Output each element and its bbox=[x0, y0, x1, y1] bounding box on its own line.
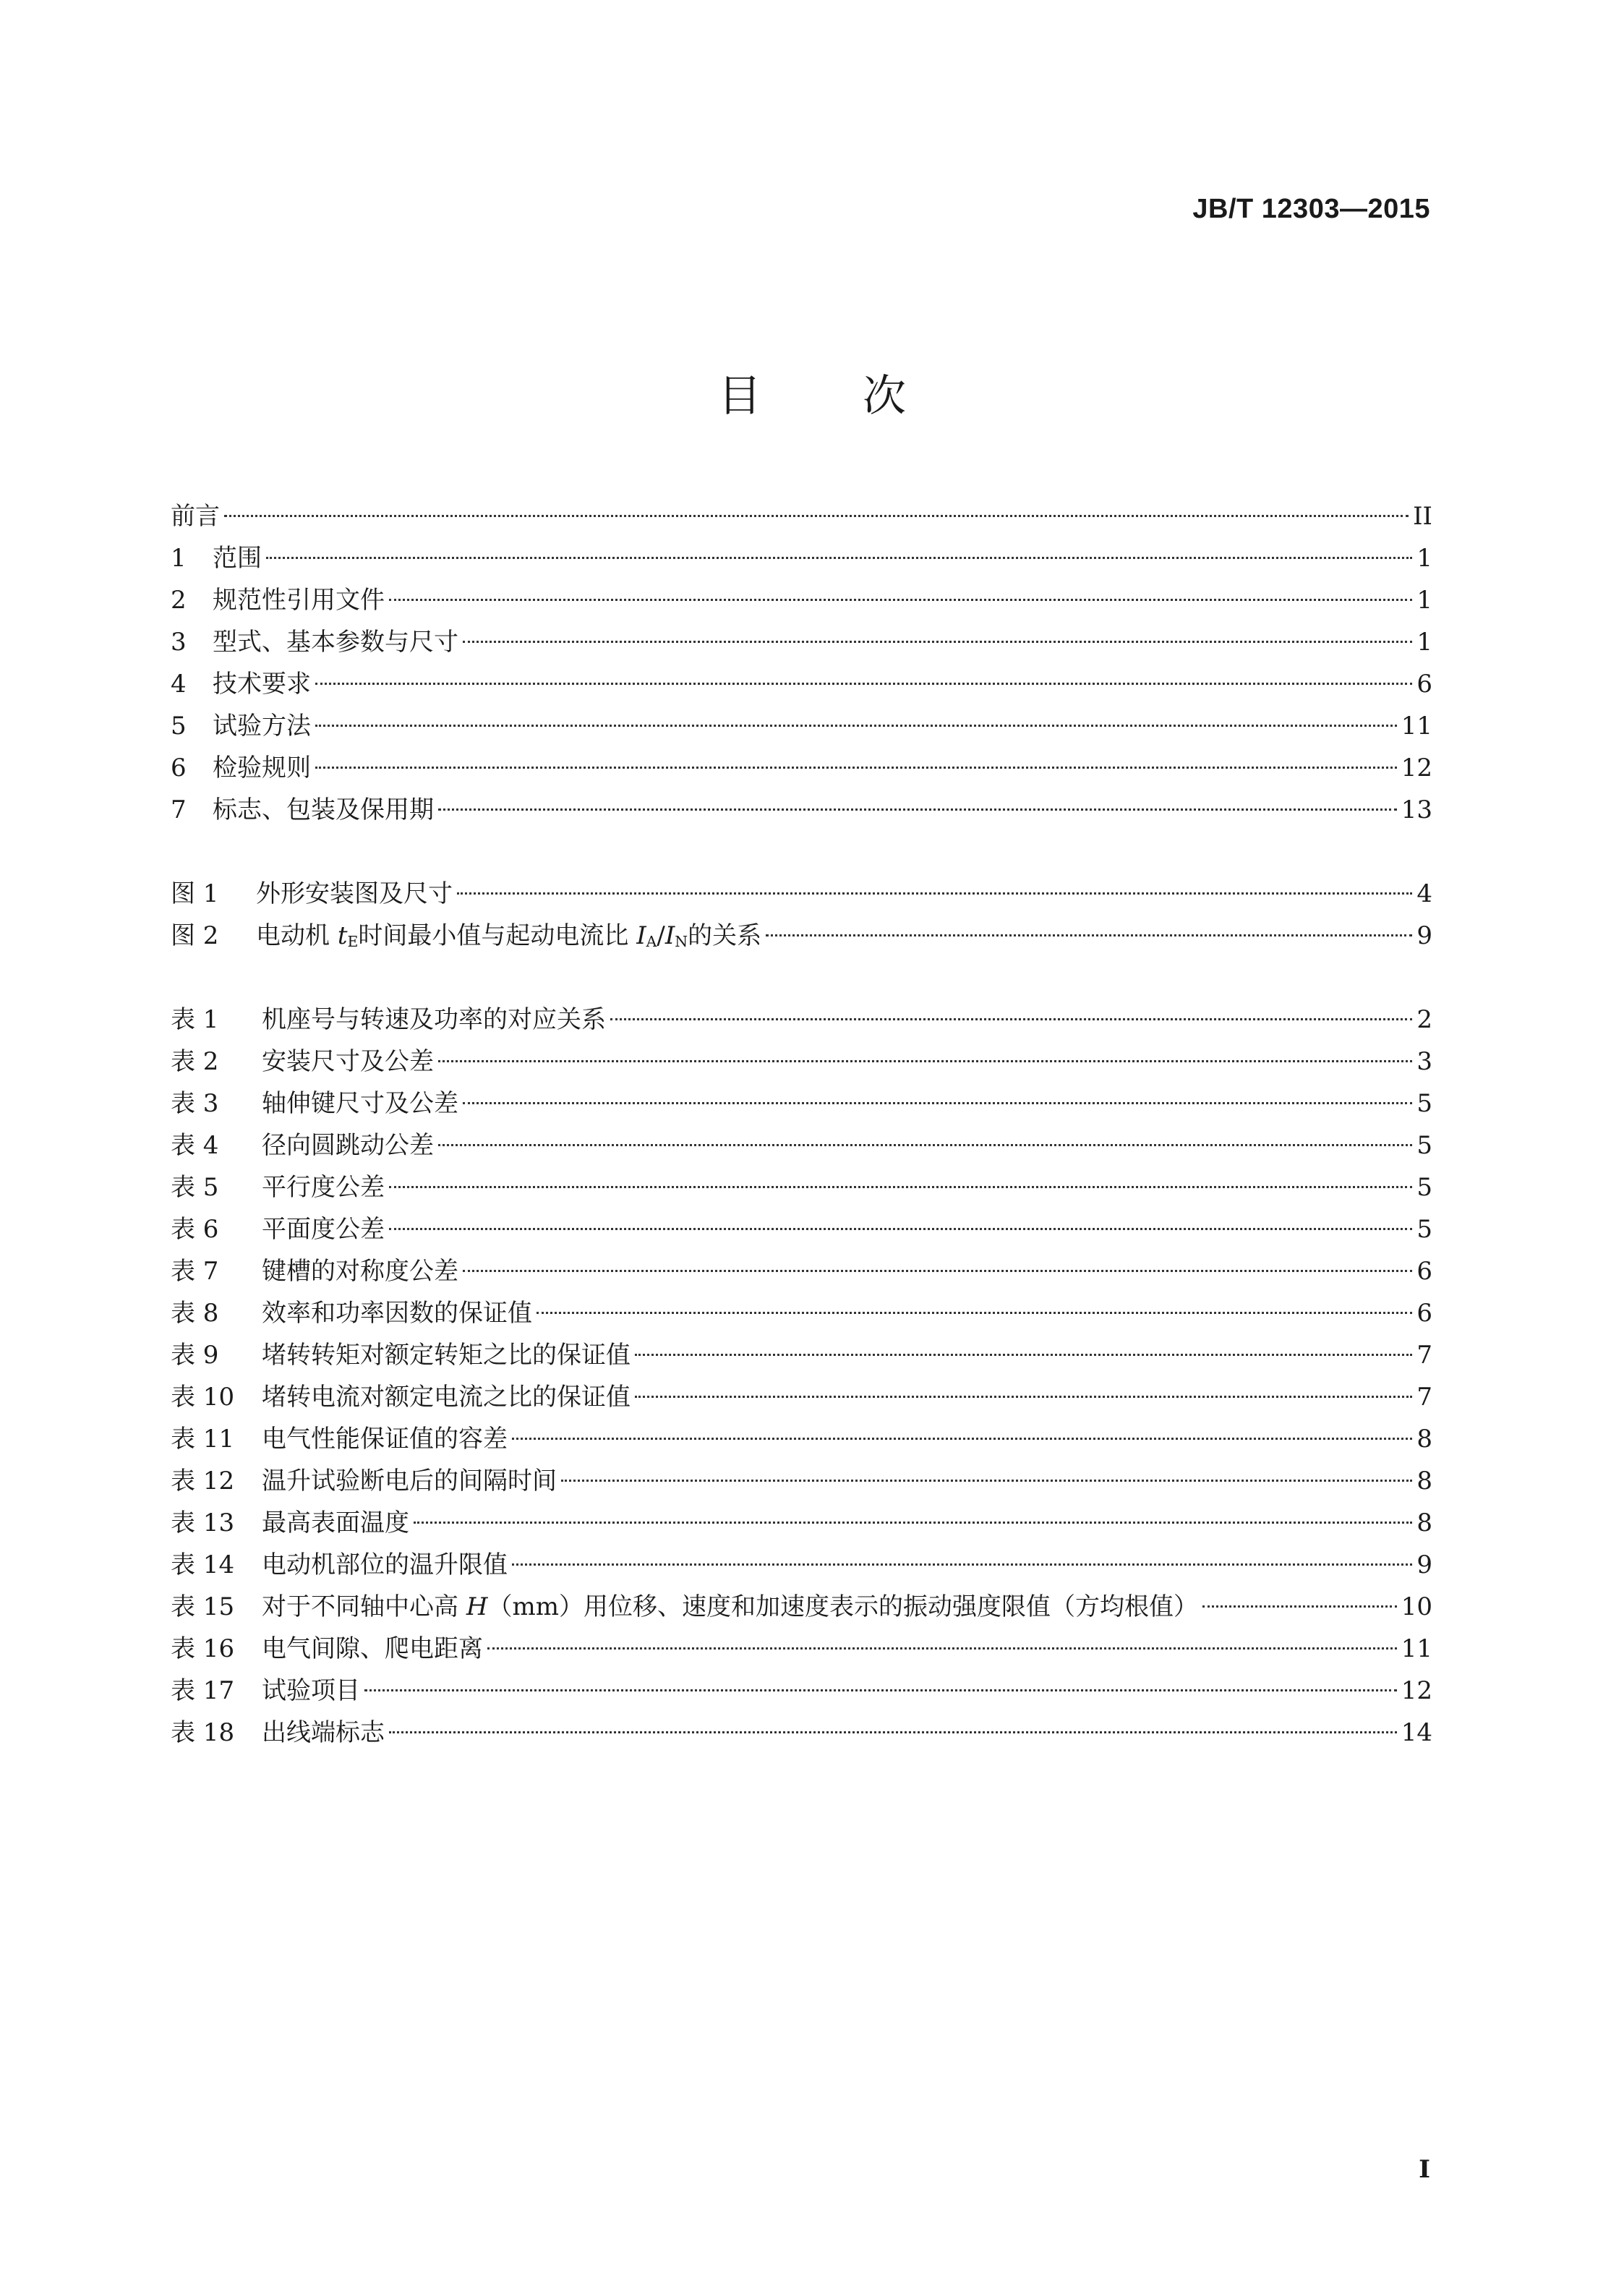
toc-entry-number: 表 16 bbox=[171, 1634, 235, 1663]
toc-entry-clause[interactable] bbox=[171, 789, 1432, 831]
slash: / bbox=[657, 921, 665, 950]
toc-leader-dots bbox=[438, 1144, 1412, 1146]
toc-entry-number: 6 bbox=[171, 754, 187, 782]
toc-entry-page: 4 bbox=[1416, 879, 1432, 908]
toc-entry-table[interactable] bbox=[171, 1502, 1432, 1544]
toc-entry-title: 前言 bbox=[171, 502, 220, 531]
toc-entry-title: 出线端标志 bbox=[262, 1718, 385, 1747]
toc-entry-title: 电气性能保证值的容差 bbox=[262, 1425, 508, 1454]
toc-leader-dots bbox=[512, 1563, 1412, 1566]
toc-entry-table[interactable] bbox=[171, 1250, 1432, 1292]
toc-entry-title: 堵转电流对额定电流之比的保证值 bbox=[262, 1383, 631, 1412]
toc-entry-title: 试验项目 bbox=[262, 1676, 360, 1705]
toc-leader-dots bbox=[487, 1647, 1397, 1650]
toc-entry-table[interactable] bbox=[171, 1376, 1432, 1418]
toc-entry-number: 表 7 bbox=[171, 1257, 219, 1286]
toc-entry-page: 6 bbox=[1416, 1299, 1432, 1328]
toc-entry-page: 1 bbox=[1416, 586, 1432, 615]
toc-entry-page: 11 bbox=[1401, 1634, 1432, 1663]
toc-entry-title: 效率和功率因数的保证值 bbox=[262, 1299, 532, 1328]
toc-leader-dots bbox=[414, 1522, 1412, 1524]
toc-entry-page: 8 bbox=[1416, 1425, 1432, 1454]
toc-leader-dots bbox=[463, 641, 1412, 643]
toc-leader-dots bbox=[389, 1228, 1412, 1230]
toc-entry-page: 1 bbox=[1416, 628, 1432, 657]
toc-entry-page: 9 bbox=[1416, 921, 1432, 950]
toc-entry-number: 表 17 bbox=[171, 1676, 235, 1705]
toc-entry-number: 表 6 bbox=[171, 1215, 219, 1244]
toc-entry-page: 14 bbox=[1401, 1718, 1432, 1747]
toc-entry-table[interactable] bbox=[171, 1712, 1432, 1754]
toc-entry-number: 5 bbox=[171, 712, 187, 741]
toc-entry-table[interactable] bbox=[171, 1334, 1432, 1376]
toc-entry-title: 平行度公差 bbox=[262, 1173, 385, 1202]
subscript-a: A bbox=[646, 933, 657, 951]
toc-leader-dots bbox=[438, 808, 1397, 811]
toc-tables-group bbox=[171, 999, 1432, 1754]
toc-entry-table[interactable] bbox=[171, 1544, 1432, 1586]
title-text: 对于不同轴中心高 bbox=[262, 1592, 466, 1621]
toc-leader-dots bbox=[610, 1018, 1412, 1020]
toc-entry-clause[interactable] bbox=[171, 663, 1432, 705]
title-text: 电动机 bbox=[256, 921, 338, 950]
toc-entry-number: 表 3 bbox=[171, 1089, 219, 1118]
toc-entry-number: 表 8 bbox=[171, 1299, 219, 1328]
toc-entry-number: 表 13 bbox=[171, 1509, 235, 1537]
symbol-h: H bbox=[466, 1592, 488, 1621]
toc-entry-page: 8 bbox=[1416, 1509, 1432, 1537]
toc-entry-title: 轴伸键尺寸及公差 bbox=[262, 1089, 458, 1118]
toc-entry-number: 2 bbox=[171, 586, 187, 615]
toc-entry-clause[interactable] bbox=[171, 747, 1432, 789]
toc-entry-page: 7 bbox=[1416, 1383, 1432, 1412]
toc-leader-dots bbox=[315, 725, 1397, 727]
toc-entry-page: 1 bbox=[1416, 544, 1432, 573]
toc-entry-page: 3 bbox=[1416, 1047, 1432, 1076]
toc-entry-number: 表 1 bbox=[171, 1005, 219, 1034]
toc-entry-figure[interactable] bbox=[171, 873, 1432, 915]
toc-leader-dots bbox=[315, 683, 1412, 685]
toc-entry-table[interactable] bbox=[171, 1125, 1432, 1166]
toc-entry-number: 表 14 bbox=[171, 1550, 235, 1579]
toc-entry-number: 3 bbox=[171, 628, 187, 657]
toc-leader-dots bbox=[364, 1689, 1397, 1691]
page-number: I bbox=[1419, 2155, 1430, 2184]
symbol-i-a: I bbox=[636, 921, 646, 950]
toc-entry-table[interactable] bbox=[171, 1083, 1432, 1125]
toc-entry-title: 技术要求 bbox=[213, 670, 311, 699]
toc-entry-page: 13 bbox=[1401, 795, 1432, 824]
toc-entry-table[interactable] bbox=[171, 1292, 1432, 1334]
toc-leader-dots bbox=[463, 1270, 1412, 1272]
toc-leader-dots bbox=[766, 934, 1412, 936]
toc-entry-title: 安装尺寸及公差 bbox=[262, 1047, 434, 1076]
toc-entry-title: 电气间隙、爬电距离 bbox=[262, 1634, 483, 1663]
toc-entry-clause[interactable] bbox=[171, 537, 1432, 579]
toc-entry-title: 范围 bbox=[213, 544, 262, 573]
toc-entry-title: 径向圆跳动公差 bbox=[262, 1131, 434, 1160]
toc-entry-clause[interactable] bbox=[171, 705, 1432, 747]
toc-entry-table[interactable] bbox=[171, 1418, 1432, 1460]
toc-entry-title: 平面度公差 bbox=[262, 1215, 385, 1244]
toc-entry-number: 7 bbox=[171, 795, 187, 824]
toc-clauses-group bbox=[171, 495, 1432, 831]
toc-entry-title: 检验规则 bbox=[213, 754, 311, 782]
toc-leader-dots bbox=[512, 1438, 1412, 1440]
toc-entry-table[interactable] bbox=[171, 1628, 1432, 1670]
toc-entry-number: 表 15 bbox=[171, 1592, 235, 1621]
toc-entry-title bbox=[256, 915, 761, 957]
toc-entry-page: 9 bbox=[1416, 1550, 1432, 1579]
toc-entry-table[interactable] bbox=[171, 1166, 1432, 1208]
toc-entry-page: 6 bbox=[1416, 1257, 1432, 1286]
toc-entry-page: 11 bbox=[1401, 712, 1432, 741]
toc-entry-number: 表 12 bbox=[171, 1467, 235, 1495]
toc-leader-dots bbox=[438, 1060, 1412, 1062]
toc-entry-number: 表 9 bbox=[171, 1341, 219, 1370]
toc-entry-title: 试验方法 bbox=[213, 712, 311, 741]
toc-entry-table[interactable] bbox=[171, 1041, 1432, 1083]
toc-entry-title: 键槽的对称度公差 bbox=[262, 1257, 458, 1286]
symbol-t: t bbox=[337, 921, 348, 950]
toc-entry-page: 10 bbox=[1401, 1592, 1432, 1621]
toc-leader-dots bbox=[389, 1731, 1397, 1733]
toc-entry-number: 1 bbox=[171, 544, 187, 573]
toc-entry-number: 表 11 bbox=[171, 1425, 235, 1454]
toc-entry-table[interactable] bbox=[171, 1208, 1432, 1250]
toc-entry-table[interactable] bbox=[171, 1670, 1432, 1712]
toc-leader-dots bbox=[463, 1102, 1412, 1104]
toc-entry-number: 表 5 bbox=[171, 1173, 219, 1202]
toc-entry-page: 6 bbox=[1416, 670, 1432, 699]
toc-entry-clause[interactable] bbox=[171, 579, 1432, 621]
toc-leader-dots bbox=[635, 1354, 1412, 1356]
toc-entry-page: 2 bbox=[1416, 1005, 1432, 1034]
toc-leader-dots bbox=[389, 599, 1412, 601]
subscript-e: E bbox=[347, 933, 359, 951]
toc-leader-dots bbox=[315, 767, 1397, 769]
toc-entry-title bbox=[262, 1586, 1198, 1628]
toc-leader-dots bbox=[224, 515, 1409, 517]
symbol-i-n: I bbox=[664, 921, 675, 950]
toc-leader-dots bbox=[537, 1312, 1412, 1314]
toc-entry-number: 表 10 bbox=[171, 1383, 235, 1412]
subscript-n: N bbox=[675, 933, 688, 951]
toc-entry-title: 规范性引用文件 bbox=[213, 586, 385, 615]
toc-entry-page: 5 bbox=[1416, 1215, 1432, 1244]
toc-entry-number: 图 2 bbox=[171, 921, 219, 950]
page-title: 目次 bbox=[718, 371, 1007, 422]
toc-entry-table[interactable] bbox=[171, 1586, 1432, 1628]
toc-leader-dots bbox=[389, 1186, 1412, 1188]
toc-entry-number: 图 1 bbox=[171, 879, 219, 908]
title-text: （mm）用位移、速度和加速度表示的振动强度限值（方均根值） bbox=[487, 1592, 1198, 1621]
toc-entry-number: 4 bbox=[171, 670, 187, 699]
toc-entry-page: 7 bbox=[1416, 1341, 1432, 1370]
toc-entry-number: 表 18 bbox=[171, 1718, 235, 1747]
standard-code: JB/T 12303—2015 bbox=[1192, 194, 1430, 224]
toc-entry-number: 表 2 bbox=[171, 1047, 219, 1076]
toc-entry-clause[interactable] bbox=[171, 621, 1432, 663]
toc-entry-title: 最高表面温度 bbox=[262, 1509, 409, 1537]
toc-entry-page: 5 bbox=[1416, 1131, 1432, 1160]
toc-leader-dots bbox=[635, 1396, 1412, 1398]
table-of-contents bbox=[171, 495, 1432, 1754]
toc-entry-title: 温升试验断电后的间隔时间 bbox=[262, 1467, 557, 1495]
toc-entry-figure[interactable] bbox=[171, 915, 1432, 957]
title-text: 的关系 bbox=[688, 921, 762, 950]
title-text: 时间最小值与起动电流比 bbox=[358, 921, 637, 950]
toc-figures-group bbox=[171, 873, 1432, 957]
toc-entry-page: II bbox=[1413, 502, 1432, 531]
toc-entry-title: 标志、包装及保用期 bbox=[213, 795, 434, 824]
toc-leader-dots bbox=[457, 892, 1412, 895]
toc-entry-page: 12 bbox=[1401, 754, 1432, 782]
toc-entry-title: 堵转转矩对额定转矩之比的保证值 bbox=[262, 1341, 631, 1370]
toc-entry-page: 5 bbox=[1416, 1089, 1432, 1118]
toc-entry-table[interactable] bbox=[171, 1460, 1432, 1502]
toc-entry-page: 12 bbox=[1401, 1676, 1432, 1705]
toc-entry-preface[interactable] bbox=[171, 495, 1432, 537]
toc-entry-title: 电动机部位的温升限值 bbox=[262, 1550, 508, 1579]
toc-entry-title: 型式、基本参数与尺寸 bbox=[213, 628, 458, 657]
toc-entry-page: 5 bbox=[1416, 1173, 1432, 1202]
toc-entry-table[interactable] bbox=[171, 999, 1432, 1041]
toc-entry-title: 机座号与转速及功率的对应关系 bbox=[262, 1005, 606, 1034]
toc-leader-dots bbox=[561, 1480, 1412, 1482]
toc-entry-page: 8 bbox=[1416, 1467, 1432, 1495]
toc-entry-title: 外形安装图及尺寸 bbox=[256, 879, 453, 908]
toc-leader-dots bbox=[1202, 1605, 1397, 1608]
toc-entry-number: 表 4 bbox=[171, 1131, 219, 1160]
toc-leader-dots bbox=[266, 557, 1412, 559]
